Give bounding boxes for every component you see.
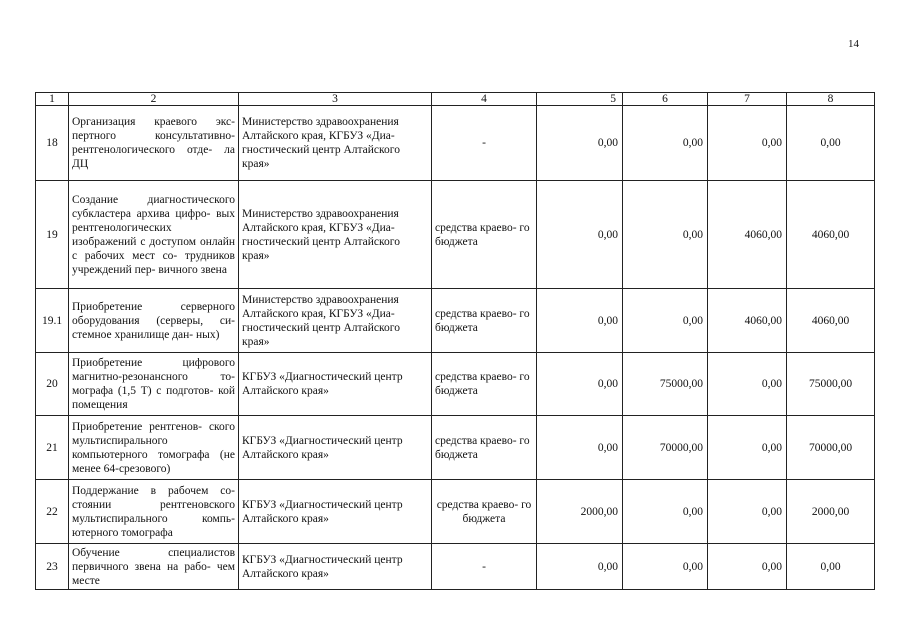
value-col6: 70000,00 [623, 416, 708, 480]
row-number: 21 [36, 416, 69, 480]
funding-source: - [432, 544, 537, 590]
header-cell: 3 [239, 93, 432, 106]
value-col6: 0,00 [623, 181, 708, 289]
value-col8: 4060,00 [787, 181, 875, 289]
funding-source: средства краево- го бюджета [432, 181, 537, 289]
row-number: 18 [36, 106, 69, 181]
header-cell: 4 [432, 93, 537, 106]
value-col8: 4060,00 [787, 289, 875, 353]
activity-description: Приобретение рентгенов- ского мультиспирального компьютерного томографа (не менее 64-срезового) [69, 416, 239, 480]
table-row [36, 289, 875, 353]
value-col7: 0,00 [708, 416, 787, 480]
value-col5: 0,00 [537, 106, 623, 181]
value-col8: 75000,00 [787, 353, 875, 416]
executor: Министерство здравоохранения Алтайского края, КГБУЗ «Диа- гностический центр Алтайского края» [239, 289, 432, 353]
table-row [36, 106, 875, 181]
activity-description: Приобретение серверного оборудования (серверы, си- стемное хранилище дан- ных) [69, 289, 239, 353]
value-col6: 0,00 [623, 480, 708, 544]
table-row [36, 544, 875, 590]
executor: КГБУЗ «Диагностический центр Алтайского края» [239, 353, 432, 416]
value-col5: 0,00 [537, 544, 623, 590]
executor: КГБУЗ «Диагностический центр Алтайского края» [239, 480, 432, 544]
executor: КГБУЗ «Диагностический центр Алтайского края» [239, 416, 432, 480]
executor: Министерство здравоохранения Алтайского края, КГБУЗ «Диа- гностический центр Алтайского края» [239, 181, 432, 289]
table-row [36, 416, 875, 480]
row-number: 20 [36, 353, 69, 416]
value-col5: 0,00 [537, 289, 623, 353]
value-col7: 0,00 [708, 480, 787, 544]
header-cell: 8 [787, 93, 875, 106]
activity-description: Создание диагностического субкластера архива цифро- вых рентгенологических изображений с доступом онлайн с рабочих мест со- трудников учреждений пер- вичного звена [69, 181, 239, 289]
program-table [35, 92, 875, 590]
header-cell: 2 [69, 93, 239, 106]
value-col5: 0,00 [537, 353, 623, 416]
header-cell: 1 [36, 93, 69, 106]
value-col7: 4060,00 [708, 181, 787, 289]
value-col5: 2000,00 [537, 480, 623, 544]
value-col7: 0,00 [708, 353, 787, 416]
value-col8: 0,00 [787, 106, 875, 181]
value-col6: 0,00 [623, 289, 708, 353]
funding-source: средства краево- го бюджета [432, 480, 537, 544]
value-col7: 4060,00 [708, 289, 787, 353]
value-col6: 75000,00 [623, 353, 708, 416]
activity-description: Поддержание в рабочем со- стоянии рентгеновского мультиспирального компь- ютерного томографа [69, 480, 239, 544]
value-col5: 0,00 [537, 416, 623, 480]
header-row [36, 93, 875, 106]
header-cell: 5 [537, 93, 623, 106]
page-number: 14 [848, 38, 859, 50]
value-col6: 0,00 [623, 544, 708, 590]
table-row [36, 181, 875, 289]
value-col5: 0,00 [537, 181, 623, 289]
executor: Министерство здравоохранения Алтайского края, КГБУЗ «Диа- гностический центр Алтайского края» [239, 106, 432, 181]
row-number: 19.1 [36, 289, 69, 353]
value-col6: 0,00 [623, 106, 708, 181]
value-col7: 0,00 [708, 106, 787, 181]
activity-description: Приобретение цифрового магнитно-резонансного то- мографа (1,5 Т) с подготов- кой помещения [69, 353, 239, 416]
funding-source: средства краево- го бюджета [432, 353, 537, 416]
row-number: 22 [36, 480, 69, 544]
value-col7: 0,00 [708, 544, 787, 590]
table-row [36, 353, 875, 416]
executor: КГБУЗ «Диагностический центр Алтайского края» [239, 544, 432, 590]
funding-source: - [432, 106, 537, 181]
funding-source: средства краево- го бюджета [432, 416, 537, 480]
row-number: 23 [36, 544, 69, 590]
funding-source: средства краево- го бюджета [432, 289, 537, 353]
value-col8: 2000,00 [787, 480, 875, 544]
activity-description: Обучение специалистов первичного звена на рабо- чем месте [69, 544, 239, 590]
value-col8: 0,00 [787, 544, 875, 590]
value-col8: 70000,00 [787, 416, 875, 480]
activity-description: Организация краевого экс- пертного консультативно- рентгенологического отде- ла ДЦ [69, 106, 239, 181]
header-cell: 6 [623, 93, 708, 106]
row-number: 19 [36, 181, 69, 289]
table-row [36, 480, 875, 544]
header-cell: 7 [708, 93, 787, 106]
